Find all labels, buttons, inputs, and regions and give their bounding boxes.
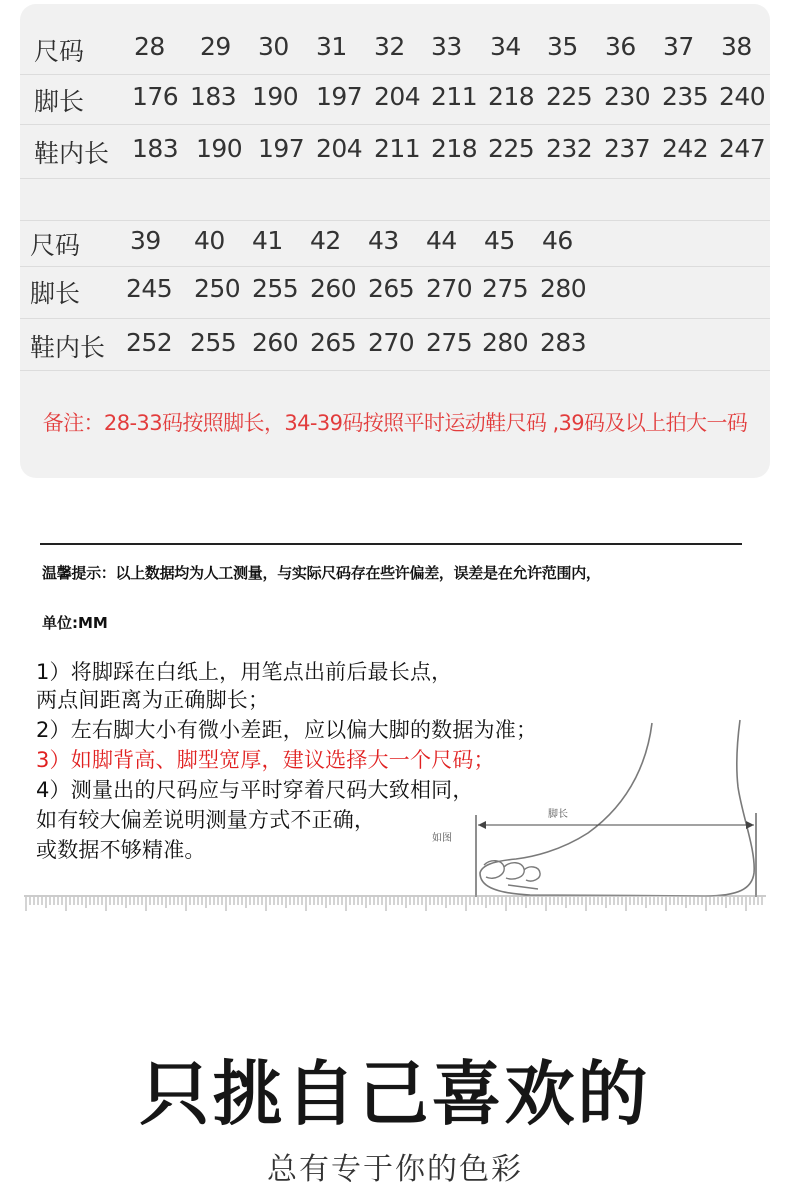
table-cell: 33 [431,32,462,61]
table-cell: 204 [316,134,363,163]
measurement-tip: 温馨提示：以上数据均为人工测量，与实际尺码存在些许偏差，误差是在允许范围内， [42,564,601,582]
table-cell: 230 [604,82,651,111]
row-label: 尺码 [34,37,85,66]
step-line: 如有较大偏差说明测量方式不正确， [36,808,376,832]
table-cell: 280 [482,328,529,357]
figure-length-label: 脚长 [548,809,568,820]
table-cell: 46 [542,226,573,255]
table-cell: 36 [605,32,636,61]
table-cell: 176 [132,82,179,111]
table-cell: 237 [604,134,651,163]
slogan-title: 只挑自己喜欢的 [139,1052,651,1135]
table-cell: 183 [190,82,237,111]
table-cell: 45 [484,226,515,255]
table-cell: 218 [431,134,478,163]
table-cell: 40 [194,226,225,255]
table-cell: 34 [490,32,521,61]
step-line-highlight: 3）如脚背高、脚型宽厚，建议选择大一个尺码； [36,748,495,772]
table-cell: 39 [130,226,161,255]
table-cell: 283 [540,328,587,357]
table-cell: 235 [662,82,709,111]
table-cell: 275 [482,274,529,303]
foot-measure-illustration [420,715,770,905]
step-line: 4）测量出的尺码应与平时穿着尺码大致相同， [36,778,474,802]
inner-length-row [20,318,770,371]
size-note: 备注：28-33码按照脚长，34-39码按照平时运动鞋尺码 ,39码及以上拍大一码 [42,411,748,435]
table-cell: 37 [663,32,694,61]
row-label: 脚长 [30,279,81,308]
table-cell: 270 [368,328,415,357]
table-cell: 255 [252,274,299,303]
table-cell: 255 [190,328,237,357]
table-cell: 265 [310,328,357,357]
step-line: 或数据不够精准。 [36,838,206,862]
table-cell: 197 [258,134,305,163]
table-cell: 218 [488,82,535,111]
foot-length-row [20,266,770,319]
table-cell: 247 [719,134,766,163]
row-label: 鞋内长 [34,139,110,168]
arrow-right-icon [746,821,754,829]
table-cell: 43 [368,226,399,255]
foot-length-row [20,74,770,125]
table-cell: 225 [546,82,593,111]
table-cell: 204 [374,82,421,111]
toes [484,861,540,889]
table-cell: 28 [134,32,165,61]
inner-length-row [20,124,770,179]
table-cell: 245 [126,274,173,303]
table-cell: 41 [252,226,283,255]
table-cell: 225 [488,134,535,163]
table-cell: 275 [426,328,473,357]
foot-outline [480,720,754,896]
spacer-row [20,178,770,221]
table-cell: 260 [252,328,299,357]
table-cell: 197 [316,82,363,111]
arrow-left-icon [478,821,486,829]
size-row [20,26,770,75]
table-cell: 270 [426,274,473,303]
step-line: 2）左右脚大小有微小差距，应以偏大脚的数据为准； [36,718,538,742]
row-label: 脚长 [34,87,85,116]
table-cell: 31 [316,32,347,61]
row-label: 尺码 [30,231,81,260]
table-cell: 190 [196,134,243,163]
table-cell: 242 [662,134,709,163]
table-cell: 44 [426,226,457,255]
table-cell: 38 [721,32,752,61]
table-cell: 30 [258,32,289,61]
ruler-scale [24,895,766,915]
table-cell: 250 [194,274,241,303]
table-cell: 183 [132,134,179,163]
step-line: 两点间距离为正确脚长； [36,688,270,712]
table-cell: 265 [368,274,415,303]
table-cell: 240 [719,82,766,111]
table-cell: 232 [546,134,593,163]
unit-label: 单位:MM [42,614,108,632]
table-cell: 35 [547,32,578,61]
table-cell: 190 [252,82,299,111]
step-line: 1）将脚踩在白纸上，用笔点出前后最长点， [36,660,453,684]
row-label: 鞋内长 [30,333,106,362]
table-cell: 211 [431,82,478,111]
figure-caption: 如图 [432,833,452,844]
table-cell: 211 [374,134,421,163]
slogan-subtitle: 总有专于你的色彩 [267,1152,523,1187]
table-cell: 280 [540,274,587,303]
table-cell: 29 [200,32,231,61]
table-cell: 42 [310,226,341,255]
table-cell: 260 [310,274,357,303]
size-row [20,220,770,267]
divider [40,543,742,545]
table-cell: 252 [126,328,173,357]
table-cell: 32 [374,32,405,61]
size-chart-card [20,4,770,478]
